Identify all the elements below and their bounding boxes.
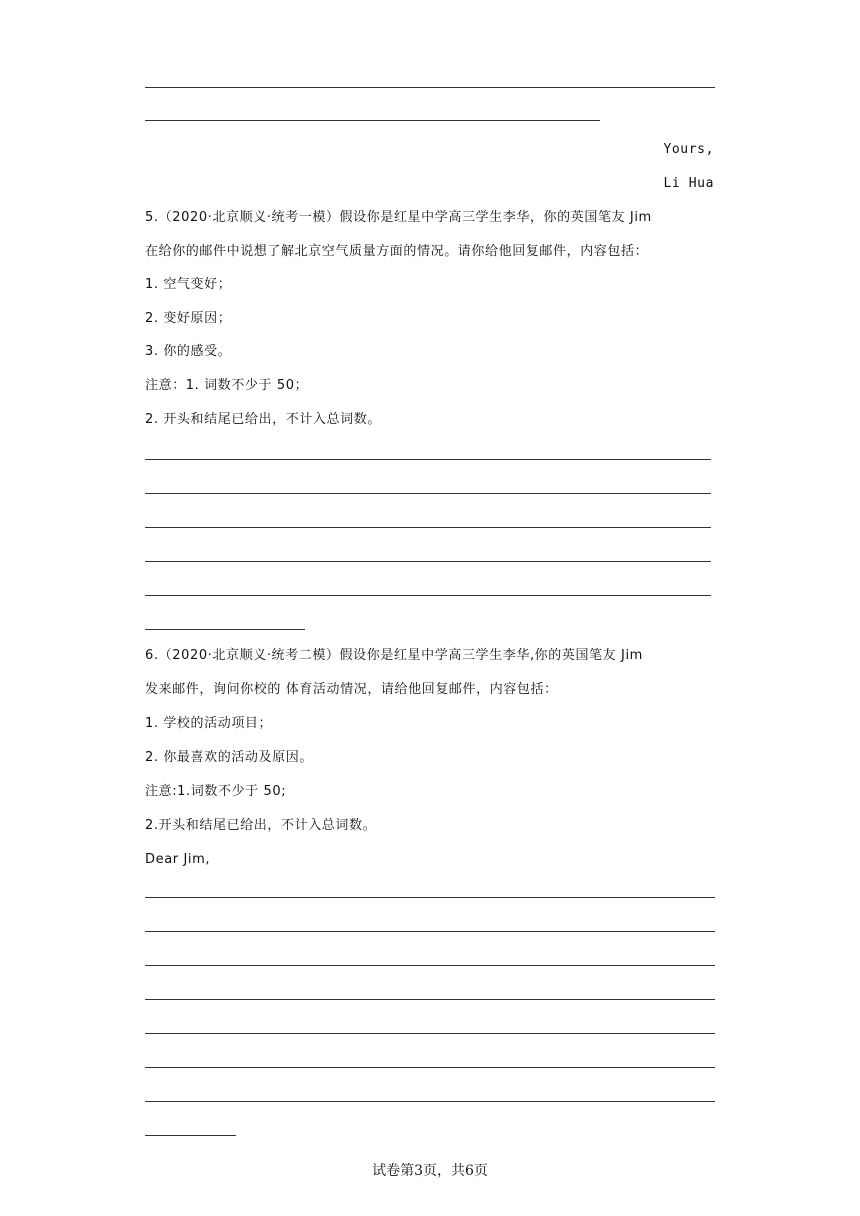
signature: Li Hua — [663, 176, 714, 191]
answer-line — [145, 1033, 715, 1034]
answer-line — [145, 897, 715, 898]
answer-line — [145, 629, 305, 630]
signoff: Yours, — [663, 142, 714, 157]
q6-point-1: 1. 学校的活动项目； — [145, 716, 273, 731]
answer-line — [145, 493, 711, 494]
q5-prompt-line1: 5.（2020·北京顺义·统考一模）假设你是红星中学高三学生李华，你的英国笔友 Jim — [145, 210, 652, 225]
q6-note-2: 2.开头和结尾已给出，不计入总词数。 — [145, 818, 377, 833]
answer-line — [145, 561, 711, 562]
q6-note-1: 注意:1.词数不少于 50; — [145, 784, 287, 799]
q5-note-1: 注意：1. 词数不少于 50； — [145, 378, 309, 393]
q6-prompt-line2: 发来邮件，询问你校的 体育活动情况，请给他回复邮件，内容包括： — [145, 682, 558, 697]
answer-line — [145, 1135, 236, 1136]
q6-greeting: Dear Jim, — [145, 852, 211, 867]
answer-line — [145, 595, 711, 596]
answer-line — [145, 1067, 715, 1068]
answer-line — [145, 87, 715, 88]
q5-point-2: 2. 变好原因； — [145, 311, 232, 326]
q5-prompt-line2: 在给你的邮件中说想了解北京空气质量方面的情况。请你给他回复邮件，内容包括： — [145, 244, 649, 259]
page-footer: 试卷第3页，共6页 — [372, 1163, 488, 1179]
q5-point-3: 3. 你的感受。 — [145, 344, 232, 359]
q6-point-2: 2. 你最喜欢的活动及原因。 — [145, 750, 313, 765]
answer-line — [145, 931, 715, 932]
answer-line — [145, 1101, 715, 1102]
q6-prompt-line1: 6.（2020·北京顺义·统考二模）假设你是红星中学高三学生李华,你的英国笔友 Jim — [145, 648, 643, 663]
answer-line — [145, 999, 715, 1000]
answer-line — [145, 527, 711, 528]
answer-line — [145, 965, 715, 966]
answer-line — [145, 120, 600, 121]
q5-note-2: 2. 开头和结尾已给出，不计入总词数。 — [145, 412, 381, 427]
q5-point-1: 1. 空气变好； — [145, 277, 232, 292]
answer-line — [145, 459, 711, 460]
